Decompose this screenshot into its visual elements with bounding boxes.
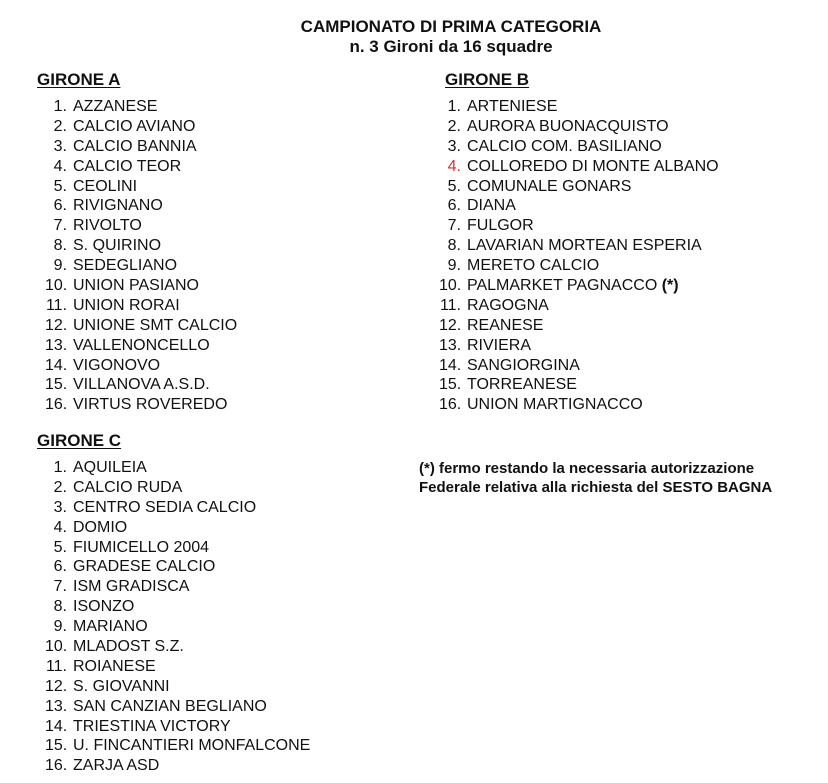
team-number: 6. [53, 558, 67, 576]
team-list-item [45, 157, 237, 177]
team-number: 8. [447, 237, 461, 255]
team-number: 3. [447, 137, 461, 155]
team-number: 2. [53, 478, 67, 496]
team-name: ARTENIESE [467, 98, 558, 115]
team-number: 7. [53, 217, 67, 235]
team-list-item [45, 657, 310, 677]
team-list-item [45, 637, 310, 657]
team-number: 12. [45, 677, 68, 695]
team-list-item [45, 518, 310, 538]
team-number: 14. [439, 356, 462, 374]
team-number: 6. [447, 197, 461, 215]
team-number: 4. [53, 518, 67, 536]
team-number: 15. [439, 376, 462, 394]
girone-b-team-list [439, 97, 719, 415]
team-name: S. GIOVANNI [73, 677, 170, 695]
team-list-item [439, 256, 719, 276]
team-list-item [439, 117, 719, 137]
team-name: COLLOREDO DI MONTE ALBANO [467, 157, 719, 175]
team-name: VALLENONCELLO [73, 336, 210, 354]
team-number: 16. [45, 396, 68, 414]
team-list-item [439, 296, 719, 316]
team-number: 9. [53, 257, 67, 275]
team-list-item [439, 137, 719, 157]
team-name: REANESE [467, 316, 544, 334]
team-number: 10. [439, 277, 462, 295]
team-number: 2. [447, 117, 461, 135]
team-number: 6. [53, 197, 67, 215]
team-list-item [439, 97, 719, 117]
team-list-item [45, 478, 310, 498]
team-number: 3. [53, 137, 67, 155]
team-list-item [45, 117, 237, 137]
team-list-item [45, 336, 237, 356]
team-number: 1. [447, 98, 461, 115]
team-list-item [45, 137, 237, 157]
team-name: CEOLINI [73, 177, 138, 195]
team-list-item [45, 458, 310, 478]
team-number: 1. [53, 98, 67, 115]
team-list-item [45, 756, 310, 776]
team-name: FIUMICELLO 2004 [73, 538, 210, 556]
team-list-item [45, 557, 310, 577]
team-name: AQUILEIA [73, 459, 147, 476]
team-name: U. FINCANTIERI MONFALCONE [73, 737, 311, 755]
team-number: 14. [45, 717, 68, 735]
team-name: ZARJA ASD [73, 757, 160, 775]
team-name: CALCIO TEOR [73, 157, 182, 175]
team-list-item [45, 276, 237, 296]
team-list-item [45, 236, 237, 256]
team-list-item [439, 276, 719, 296]
team-list-item [45, 498, 310, 518]
team-number: 4. [447, 157, 461, 175]
team-number: 5. [53, 177, 67, 195]
team-name: CENTRO SEDIA CALCIO [73, 498, 257, 516]
team-name: MERETO CALCIO [467, 257, 600, 275]
team-number: 7. [447, 217, 461, 235]
team-list-item [439, 375, 719, 395]
team-name: CALCIO COM. BASILIANO [467, 137, 662, 155]
team-name: ROIANESE [73, 657, 156, 675]
team-list-item [45, 717, 310, 737]
team-name: DIANA [467, 197, 516, 215]
team-list-item [45, 196, 237, 216]
team-number: 12. [45, 316, 68, 334]
team-name: GRADESE CALCIO [73, 558, 216, 576]
team-list-item [439, 336, 719, 356]
team-list-item [439, 356, 719, 376]
team-list-item [439, 395, 719, 415]
team-list-item [45, 97, 237, 117]
team-name: SEDEGLIANO [73, 257, 178, 275]
team-number: 2. [53, 117, 67, 135]
team-list-item [45, 375, 237, 395]
team-number: 11. [439, 296, 461, 314]
team-number: 13. [439, 336, 462, 354]
team-list-item [45, 697, 310, 717]
footnote-line-1: (*) fermo restando la necessaria autorizzazione [419, 460, 755, 477]
team-number: 13. [45, 697, 68, 715]
team-name: ISM GRADISCA [73, 578, 190, 596]
team-name: RIVIGNANO [73, 197, 163, 215]
team-name: ISONZO [73, 598, 135, 616]
team-name: RIVIERA [467, 336, 532, 354]
page-title: CAMPIONATO DI PRIMA CATEGORIA [300, 17, 602, 36]
team-list-item [439, 316, 719, 336]
team-list-item [439, 177, 719, 197]
team-name: UNION RORAI [73, 296, 180, 314]
team-number: 14. [45, 356, 68, 374]
team-list-item [45, 395, 237, 415]
team-name: CALCIO BANNIA [73, 137, 197, 155]
girone-a-heading: GIRONE A [37, 70, 121, 89]
team-list-item [45, 177, 237, 197]
team-list-item [45, 597, 310, 617]
team-number: 15. [45, 737, 68, 755]
team-number: 9. [53, 618, 67, 636]
team-number: 11. [45, 657, 67, 675]
team-name: RIVOLTO [73, 217, 142, 235]
team-list-item [45, 617, 310, 637]
team-name: UNIONE SMT CALCIO [73, 316, 238, 334]
team-name: PALMARKET PAGNACCO [467, 277, 658, 295]
team-number: 13. [45, 336, 68, 354]
team-list-item [45, 736, 310, 756]
team-list-item [439, 157, 719, 177]
girone-c-heading: GIRONE C [37, 431, 122, 450]
team-list-item [439, 216, 719, 236]
team-number: 10. [45, 638, 68, 656]
team-list-item [45, 216, 237, 236]
team-number: 5. [53, 538, 67, 556]
team-number: 7. [53, 578, 67, 596]
team-number: 15. [45, 376, 68, 394]
girone-b-heading: GIRONE B [445, 70, 530, 89]
team-list-item [45, 316, 237, 336]
team-name: FULGOR [467, 217, 534, 235]
team-number: 8. [53, 598, 67, 616]
team-list-item [45, 538, 310, 558]
team-name: DOMIO [73, 518, 128, 536]
team-name: S. QUIRINO [73, 237, 162, 255]
team-list-item [439, 196, 719, 216]
team-name: VILLANOVA A.S.D. [73, 376, 210, 394]
team-list-item [45, 356, 237, 376]
team-number: 12. [439, 316, 462, 334]
team-name: AZZANESE [73, 98, 158, 115]
team-name: CALCIO RUDA [73, 478, 183, 496]
team-list-item [45, 256, 237, 276]
girone-a-team-list [45, 97, 237, 415]
team-name: TORREANESE [467, 376, 577, 394]
team-name: UNION MARTIGNACCO [467, 396, 643, 414]
team-number: 1. [53, 459, 67, 476]
team-number: 5. [447, 177, 461, 195]
team-number: 10. [45, 277, 68, 295]
team-name: MARIANO [73, 618, 148, 636]
team-number: 4. [53, 157, 67, 175]
team-name: RAGOGNA [467, 296, 549, 314]
team-number: 3. [53, 498, 67, 516]
team-list-item [45, 577, 310, 597]
team-name: COMUNALE GONARS [467, 177, 632, 195]
footnote-line-2: Federale relativa alla richiesta del SESTO BAGNA [419, 479, 773, 496]
team-name: CALCIO AVIANO [73, 117, 196, 135]
team-name: SAN CANZIAN BEGLIANO [73, 697, 267, 715]
girone-c-team-list [45, 458, 310, 776]
team-number: 16. [439, 396, 462, 414]
team-list-item [439, 236, 719, 256]
team-name: LAVARIAN MORTEAN ESPERIA [467, 237, 702, 255]
team-name: SANGIORGINA [467, 356, 580, 374]
team-name: AURORA BUONACQUISTO [467, 117, 669, 135]
team-name: VIRTUS ROVEREDO [73, 396, 228, 414]
team-number: 16. [45, 757, 68, 775]
team-number: 8. [53, 237, 67, 255]
team-name: UNION PASIANO [73, 277, 199, 295]
team-list-item [45, 296, 237, 316]
team-number: 9. [447, 257, 461, 275]
footnote-marker: (*) [661, 277, 679, 295]
page-subtitle: n. 3 Gironi da 16 squadre [349, 37, 553, 56]
team-name: VIGONOVO [73, 356, 161, 374]
team-list-item [45, 677, 310, 697]
team-name: MLADOST S.Z. [73, 638, 184, 656]
team-number: 11. [45, 296, 67, 314]
team-name: TRIESTINA VICTORY [73, 717, 231, 735]
